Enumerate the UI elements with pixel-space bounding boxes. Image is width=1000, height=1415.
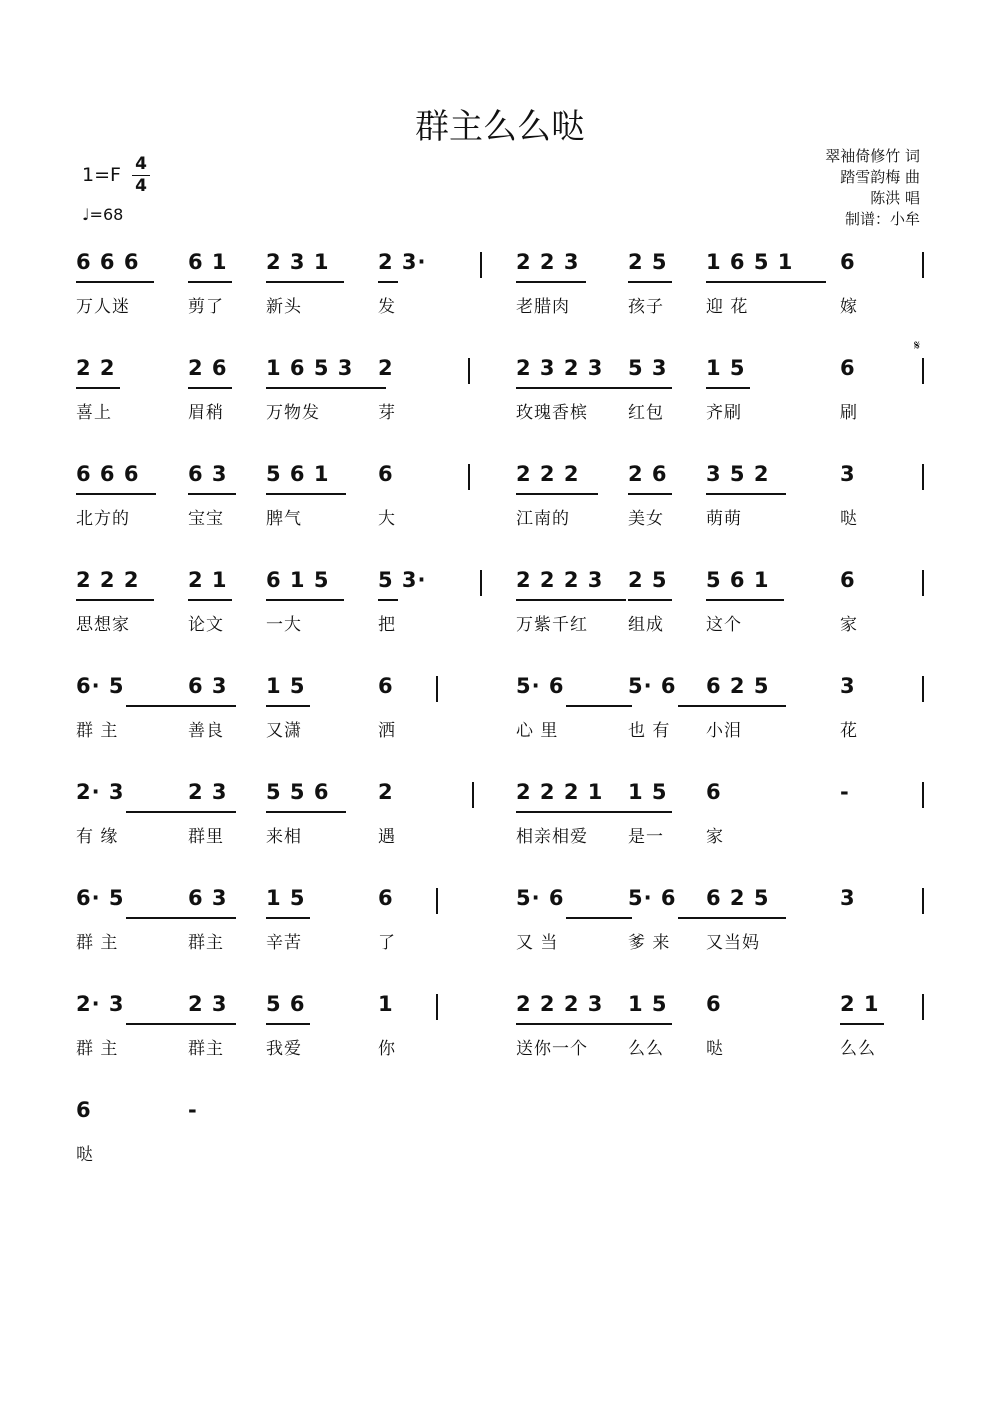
note-group: 6 2 5 [706, 674, 770, 698]
beam-line [516, 387, 636, 389]
bar-line [468, 358, 470, 384]
lyric-group: 喜上 [76, 403, 112, 423]
bar-line [922, 888, 924, 914]
note-group: 5 3· [378, 568, 427, 592]
beam-line [706, 705, 786, 707]
note-group: 5 6 [266, 992, 306, 1016]
note-group: 5· 6 [516, 886, 565, 910]
note-group: 6 [840, 250, 856, 274]
lyric-group: 有 缘 [76, 827, 119, 847]
lyric-group: 辛苦 [266, 933, 302, 953]
note-group: 2 3 [188, 780, 228, 804]
note-group: 2 [378, 356, 394, 380]
lyric-group: 爹 来 [628, 933, 671, 953]
time-bottom: 4 [135, 176, 147, 196]
note-group: 2 1 [188, 568, 228, 592]
bar-line [922, 358, 924, 384]
note-group: 2 6 [628, 462, 668, 486]
bar-line [922, 252, 924, 278]
lyric-group: 群主 [188, 1039, 224, 1059]
note-group: 2 2 [76, 356, 116, 380]
lyric-group: 善良 [188, 721, 224, 741]
beam-line [126, 917, 192, 919]
beam-line [126, 1023, 192, 1025]
lyricist-credit: 翠袖倚修竹 词 [825, 147, 920, 165]
note-group: 5· 6 [628, 886, 677, 910]
beam-line [76, 281, 154, 283]
note-group: 3 [840, 462, 856, 486]
credits [825, 146, 920, 230]
beam-line [188, 281, 232, 283]
lyric-group: 群 主 [76, 1039, 119, 1059]
bar-line [436, 994, 438, 1020]
note-group: 6 [378, 674, 394, 698]
lyric-group: 思想家 [76, 615, 130, 635]
lyric-group: 群 主 [76, 933, 119, 953]
beam-line [76, 599, 154, 601]
beam-line [266, 599, 344, 601]
lyric-group: 新头 [266, 297, 302, 317]
bar-line [436, 676, 438, 702]
lyric-group: 论文 [188, 615, 224, 635]
lyric-group: 萌萌 [706, 509, 742, 529]
lyric-group: 相亲相爱 [516, 827, 588, 847]
note-group: 1 5 [628, 780, 668, 804]
note-group: 2 2 3 [516, 250, 580, 274]
lyric-group: 群主 [188, 933, 224, 953]
lyric-group: 家 [840, 615, 858, 635]
beam-line [706, 599, 784, 601]
tempo-marking: ♩=68 [82, 205, 124, 224]
note-group: 6· 5 [76, 886, 125, 910]
note-group: 6 3 [188, 462, 228, 486]
lyric-group: 老腊肉 [516, 297, 570, 317]
lyric-group: 江南的 [516, 509, 570, 529]
beam-line [706, 493, 786, 495]
beam-line [516, 281, 586, 283]
beam-line [266, 705, 310, 707]
note-group: 6 [706, 780, 722, 804]
beam-line [628, 493, 672, 495]
lyric-group: 是一 [628, 827, 664, 847]
bar-line [480, 252, 482, 278]
lyric-group: 洒 [378, 721, 396, 741]
lyric-group: 迎 花 [706, 297, 749, 317]
lyric-group: 又当妈 [706, 933, 760, 953]
beam-line [188, 705, 236, 707]
note-group: 2 3 1 [266, 250, 330, 274]
lyric-group: 又潇 [266, 721, 302, 741]
composer-credit: 踏雪韵梅 曲 [840, 168, 920, 186]
lyric-group: 哒 [840, 509, 858, 529]
time-signature [131, 155, 151, 196]
note-group: 1 5 [628, 992, 668, 1016]
note-group: 6 [840, 356, 856, 380]
note-group: 1 5 [706, 356, 746, 380]
beam-line [266, 281, 344, 283]
bar-line [480, 570, 482, 596]
bar-line [472, 782, 474, 808]
note-group: 6 [706, 992, 722, 1016]
lyric-group: 了 [378, 933, 396, 953]
lyric-group: 也 有 [628, 721, 671, 741]
note-group: 2 2 2 [76, 568, 140, 592]
lyric-group: 玫瑰香槟 [516, 403, 588, 423]
note-group: 5· 6 [516, 674, 565, 698]
lyric-group: 组成 [628, 615, 664, 635]
singer-credit: 陈洪 唱 [870, 189, 920, 207]
beam-line [266, 811, 346, 813]
lyric-group: 这个 [706, 615, 742, 635]
beam-line [266, 917, 310, 919]
beam-line [266, 493, 346, 495]
lyric-group: 哒 [76, 1145, 94, 1165]
note-group: 1 6 5 3 [266, 356, 354, 380]
beam-line [188, 1023, 236, 1025]
note-group: 3 [840, 674, 856, 698]
lyric-group: 刷 [840, 403, 858, 423]
beam-line [188, 387, 232, 389]
lyric-group: 心 里 [516, 721, 559, 741]
lyric-group: 么么 [628, 1039, 664, 1059]
time-top: 4 [135, 154, 147, 174]
note-group: 6 [76, 1098, 92, 1122]
lyric-group: 哒 [706, 1039, 724, 1059]
note-group: 2 3 [188, 992, 228, 1016]
beam-line [76, 387, 120, 389]
lyric-group: 红包 [628, 403, 664, 423]
beam-line [188, 811, 236, 813]
lyric-group: 大 [378, 509, 396, 529]
beam-line [378, 599, 398, 601]
note-group: 2· 3 [76, 780, 125, 804]
note-group: 1 6 5 1 [706, 250, 794, 274]
bar-line [436, 888, 438, 914]
lyric-group: 来相 [266, 827, 302, 847]
lyric-group: 芽 [378, 403, 396, 423]
note-group: 6 1 5 [266, 568, 330, 592]
beam-line [628, 387, 672, 389]
song-title: 群主么么哒 [415, 107, 585, 147]
beam-line [126, 811, 192, 813]
note-group: 6 6 6 [76, 250, 140, 274]
beam-line [188, 917, 236, 919]
lyric-group: 嫁 [840, 297, 858, 317]
beam-line [266, 1023, 310, 1025]
beam-line [706, 917, 786, 919]
note-group: 3 5 2 [706, 462, 770, 486]
lyric-group: 遇 [378, 827, 396, 847]
beam-line [628, 811, 672, 813]
note-group: 5 3 [628, 356, 668, 380]
lyric-group: 宝宝 [188, 509, 224, 529]
lyric-group: 孩子 [628, 297, 664, 317]
lyric-group: 脾气 [266, 509, 302, 529]
note-group: 2 3· [378, 250, 427, 274]
beam-line [76, 493, 156, 495]
beam-line [628, 1023, 672, 1025]
note-group: 5 6 1 [706, 568, 770, 592]
beam-line [516, 599, 626, 601]
beam-line [266, 387, 386, 389]
lyric-group: 花 [840, 721, 858, 741]
lyric-group: 一大 [266, 615, 302, 635]
note-group: 2 2 2 3 [516, 568, 604, 592]
note-group: 6 1 [188, 250, 228, 274]
note-group: 2 5 [628, 568, 668, 592]
note-group: 2 6 [188, 356, 228, 380]
lyric-group: 把 [378, 615, 396, 635]
key-signature: 1=F [82, 164, 121, 186]
lyric-group: 群里 [188, 827, 224, 847]
note-group: 2 2 2 3 [516, 992, 604, 1016]
beam-line [706, 387, 750, 389]
lyric-group: 发 [378, 297, 396, 317]
bar-line [468, 464, 470, 490]
lyric-group: 群 主 [76, 721, 119, 741]
bar-line [922, 570, 924, 596]
lyric-group: 你 [378, 1039, 396, 1059]
lyric-group: 么么 [840, 1039, 876, 1059]
note-group: 1 [378, 992, 394, 1016]
note-group: 6 [378, 462, 394, 486]
note-group: 6 [840, 568, 856, 592]
beam-line [566, 917, 632, 919]
beam-line [566, 705, 632, 707]
note-group: 3 [840, 886, 856, 910]
note-group: 6· 5 [76, 674, 125, 698]
lyric-group: 小泪 [706, 721, 742, 741]
lyric-group: 我爱 [266, 1039, 302, 1059]
lyric-group: 北方的 [76, 509, 130, 529]
note-group: 6 6 6 [76, 462, 140, 486]
bar-line [922, 782, 924, 808]
segno-sign: 𝄋 [914, 338, 921, 354]
note-group: 2 5 [628, 250, 668, 274]
note-group: 2 1 [840, 992, 880, 1016]
note-group: - [188, 1098, 198, 1122]
lyric-group: 送你一个 [516, 1039, 588, 1059]
beam-line [188, 493, 236, 495]
beam-line [516, 1023, 636, 1025]
note-group: 2 2 2 1 [516, 780, 604, 804]
note-group: 2 [378, 780, 394, 804]
note-group: 5 6 1 [266, 462, 330, 486]
beam-line [516, 493, 598, 495]
lyric-group: 万人迷 [76, 297, 130, 317]
note-group: 1 5 [266, 886, 306, 910]
lyric-group: 又 当 [516, 933, 559, 953]
lyric-group: 美女 [628, 509, 664, 529]
transcriber-credit: 制谱：小牟 [844, 210, 920, 228]
lyric-group: 万紫千红 [516, 615, 588, 635]
note-group: 6 [378, 886, 394, 910]
note-group: 2· 3 [76, 992, 125, 1016]
beam-line [516, 811, 636, 813]
note-group: 6 3 [188, 886, 228, 910]
lyric-group: 眉稍 [188, 403, 224, 423]
beam-line [840, 1023, 884, 1025]
bar-line [922, 464, 924, 490]
beam-line [628, 281, 672, 283]
lyric-group: 家 [706, 827, 724, 847]
bar-line [922, 994, 924, 1020]
beam-line [628, 599, 672, 601]
note-group: 2 2 2 [516, 462, 580, 486]
beam-line [706, 281, 826, 283]
lyric-group: 剪了 [188, 297, 224, 317]
note-group: 5· 6 [628, 674, 677, 698]
note-group: 5 5 6 [266, 780, 330, 804]
note-group: - [840, 780, 850, 804]
note-group: 2 3 2 3 [516, 356, 604, 380]
note-group: 6 2 5 [706, 886, 770, 910]
lyric-group: 齐刷 [706, 403, 742, 423]
lyric-group: 万物发 [266, 403, 320, 423]
beam-line [126, 705, 192, 707]
bar-line [922, 676, 924, 702]
beam-line [188, 599, 232, 601]
beam-line [378, 281, 398, 283]
note-group: 1 5 [266, 674, 306, 698]
note-group: 6 3 [188, 674, 228, 698]
